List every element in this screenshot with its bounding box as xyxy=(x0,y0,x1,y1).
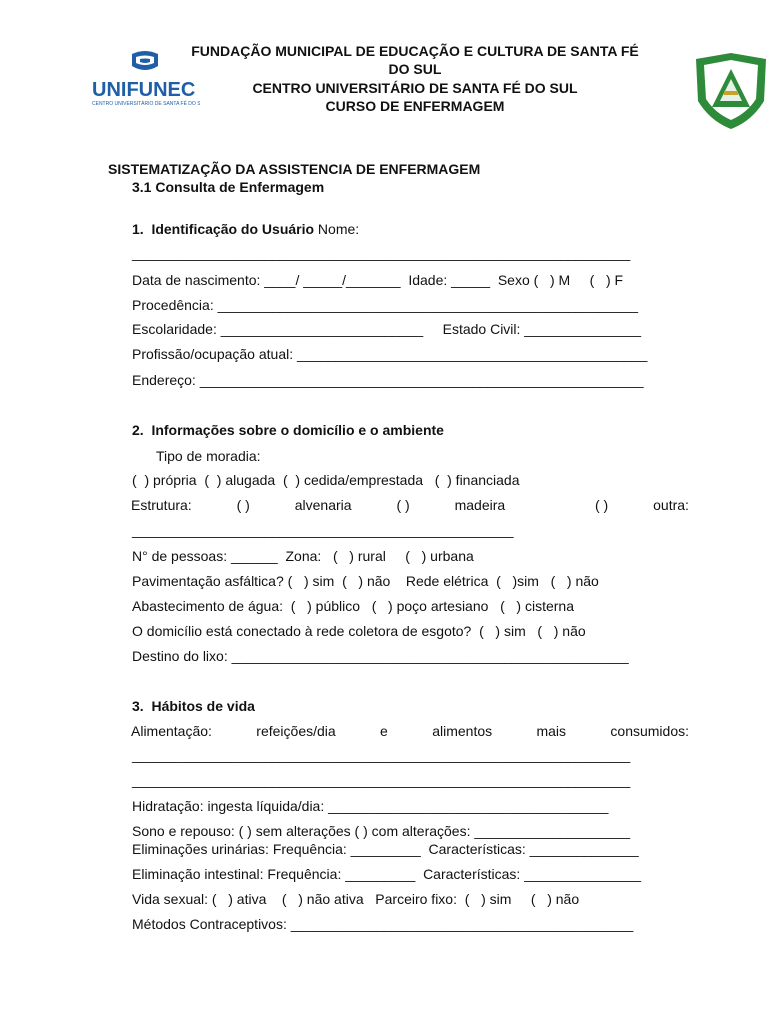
nome-field[interactable]: ________________________________________________________________ xyxy=(132,245,631,261)
estrutura-label: Estrutura: xyxy=(131,497,192,513)
outra-label: outra: xyxy=(653,497,689,513)
alimentacao-word-3: e xyxy=(380,723,388,739)
alimentacao-word-5: mais xyxy=(536,723,567,739)
pavimentacao-field[interactable]: Pavimentação asfáltica? ( ) sim ( ) não Rede elétrica ( )sim ( ) não xyxy=(132,573,599,589)
page-subtitle: 3.1 Consulta de Enfermagem xyxy=(132,179,325,195)
tipo-moradia-label: Tipo de moradia: xyxy=(156,448,261,464)
alimentacao-word-1: Alimentação: xyxy=(131,723,212,739)
estrutura-outra-field[interactable]: _________________________________________________ xyxy=(132,522,514,538)
sexual-field[interactable]: Vida sexual: ( ) ativa ( ) não ativa Parceiro fixo: ( ) sim ( ) não xyxy=(132,891,580,907)
procedencia-field[interactable]: Procedência: ______________________________________________________ xyxy=(132,297,639,313)
logo-left-text: UNIFUNEC xyxy=(92,79,196,101)
hidratacao-field[interactable]: Hidratação: ingesta líquida/dia: ____________________________________ xyxy=(132,798,609,814)
estrutura-row[interactable] xyxy=(131,497,689,513)
alimentacao-row xyxy=(131,723,689,739)
endereco-field[interactable]: Endereço: _________________________________________________________ xyxy=(132,372,644,388)
profissao-field[interactable]: Profissão/ocupação atual: _____________________________________________ xyxy=(132,346,648,362)
header-line-1: FUNDAÇÃO MUNICIPAL DE EDUCAÇÃO E CULTURA DE SANTA FÉ xyxy=(191,43,639,59)
intestinal-field[interactable]: Eliminação intestinal: Frequência: _________ Características: _______________ xyxy=(132,866,642,882)
section1-heading-row xyxy=(132,221,359,237)
header-line-2: DO SUL xyxy=(388,61,442,77)
section2-heading: 2. Informações sobre o domicílio e o ambiente xyxy=(132,422,444,438)
alvenaria-label: alvenaria xyxy=(294,497,352,513)
abastecimento-field[interactable]: Abastecimento de água: ( ) público ( ) poço artesiano ( ) cisterna xyxy=(132,598,574,614)
alimentacao-word-2: refeições/dia xyxy=(256,723,336,739)
urinarias-field[interactable]: Eliminações urinárias: Frequência: _________ Características: ______________ xyxy=(132,841,639,857)
lixo-field[interactable]: Destino do lixo: ___________________________________________________ xyxy=(132,648,629,664)
escolaridade-field[interactable]: Escolaridade: __________________________ Estado Civil: _______________ xyxy=(132,321,642,337)
esgoto-field[interactable]: O domicílio está conectado à rede coletora de esgoto? ( ) sim ( ) não xyxy=(132,623,586,639)
madeira-label: madeira xyxy=(454,497,506,513)
alimentacao-word-4: alimentos xyxy=(432,723,493,739)
checkbox-outra[interactable]: ( ) xyxy=(595,497,609,513)
alimentacao-word-6: consumidos: xyxy=(610,723,689,739)
sono-field[interactable]: Sono e repouso: ( ) sem alterações ( ) com alterações: ____________________ xyxy=(132,823,631,839)
page-title: SISTEMATIZAÇÃO DA ASSISTENCIA DE ENFERMAGEM xyxy=(108,161,481,177)
section1-heading: 1. Identificação do Usuário xyxy=(132,221,315,237)
nascimento-field[interactable]: Data de nascimento: ____/ _____/_______ Idade: _____ Sexo ( ) M ( ) F xyxy=(132,272,624,288)
header-line-3: CENTRO UNIVERSITÁRIO DE SANTA FÉ DO SUL xyxy=(252,80,578,96)
section3-heading: 3. Hábitos de vida xyxy=(132,698,255,714)
tipo-moradia-options[interactable]: ( ) própria ( ) alugada ( ) cedida/emprestada ( ) financiada xyxy=(132,472,520,488)
contraceptivos-field[interactable]: Métodos Contraceptivos: ____________________________________________ xyxy=(132,916,634,932)
logo-left-subtext: CENTRO UNIVERSITÁRIO DE SANTA FÉ DO SUL xyxy=(92,101,200,107)
checkbox-madeira[interactable]: ( ) xyxy=(396,497,410,513)
pessoas-zona-field[interactable]: N° de pessoas: ______ Zona: ( ) rural ( ) urbana xyxy=(132,548,474,564)
checkbox-alvenaria[interactable]: ( ) xyxy=(236,497,250,513)
alimentacao-line-1[interactable]: ________________________________________________________________ xyxy=(132,747,631,763)
nome-label: Nome: xyxy=(314,221,360,237)
header-line-4: CURSO DE ENFERMAGEM xyxy=(325,98,505,114)
alimentacao-line-2[interactable]: ________________________________________________________________ xyxy=(132,772,631,788)
